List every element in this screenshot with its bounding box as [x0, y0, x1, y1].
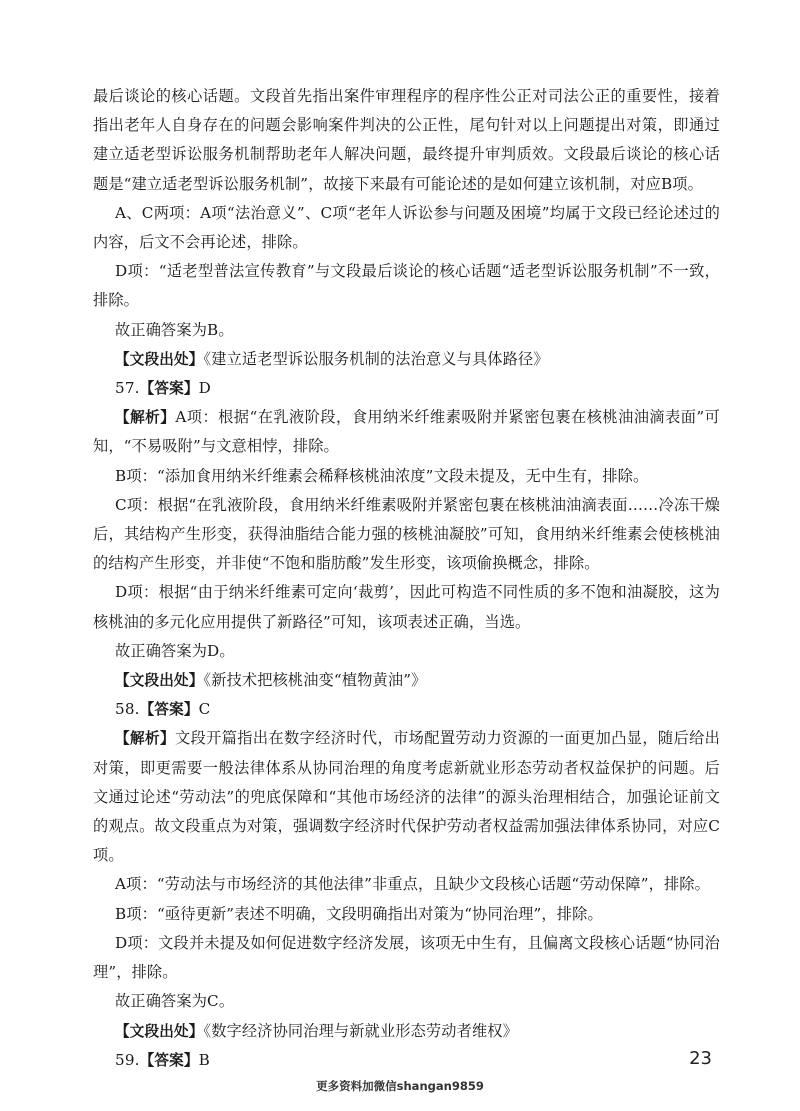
question-number: 57.	[115, 379, 140, 398]
paragraph: A、C两项：A项“法治意义”、C项“老年人诉讼参与问题及困境”均属于文段已经论述过的内容，后文不会再论述，排除。	[93, 203, 720, 252]
paragraph: C项：根据“在乳液阶段，食用纳米纤维素吸附并紧密包裹在核桃油油滴表面……冷冻干燥后，其结构产生形变，获得油脂结合能力强的核桃油凝胶”可知，食用纳米纤维素会使核桃油的结构产生形变，并非使“不饱和脂肪酸”发生形变，该项偷换概念，排除。	[93, 495, 720, 573]
question-number: 59.	[115, 1050, 140, 1069]
source-label: 【文段出处】	[115, 1022, 204, 1040]
source-label: 【文段出处】	[115, 350, 204, 368]
analysis-label: 【解析】	[115, 730, 175, 748]
paragraph: A项：“劳动法与市场经济的其他法律”非重点，且缺少文段核心话题“劳动保障”，排除。	[115, 875, 710, 894]
footer-watermark: 更多资料加微信shangan9859	[316, 1079, 484, 1093]
paragraph: 故正确答案为C。	[115, 992, 235, 1011]
answer-label: 【答案】	[139, 701, 199, 719]
analysis-paragraph: 【解析】文段开篇指出在数字经济时代，市场配置劳动力资源的一面更加凸显，随后给出对策，即更需要一般法律体系从协同治理的角度考虑新就业形态劳动者权益保护的问题。后文通过论述“劳动法”的兜底保障和“其他市场经济的法律”的源头治理相结合，加强论证前文的观点。故文段重点为对策，强调数字经济时代保护劳动者权益需加强法律体系协同，对应C项。	[93, 729, 721, 865]
analysis-paragraph: 【解析】A项：根据“在乳液阶段，食用纳米纤维素吸附并紧密包裹在核桃油油滴表面”可知，“不易吸附”与文意相悖，排除。	[93, 408, 720, 456]
paragraph: B项：“亟待更新”表述不明确，文段明确指出对策为“协同治理”，排除。	[115, 904, 603, 923]
source-title: 《建立适老型诉讼服务机制的法治意义与具体路径》	[203, 349, 549, 368]
analysis-label: 【解析】	[115, 409, 176, 427]
answer-line	[93, 695, 720, 724]
source-line	[93, 345, 720, 374]
answer-explanation-text	[93, 82, 720, 1075]
question-number: 58.	[115, 700, 140, 719]
source-line	[93, 666, 720, 695]
source-line	[93, 1017, 720, 1046]
paragraph: D项：根据“由于纳米纤维素可定向‘裁剪’，因此可构造不同性质的多不饱和油凝胶，这为核桃油的多元化应用提供了新路径”可知，该项表述正确，当选。	[93, 583, 720, 631]
paragraph: D项：“适老型普法宣传教育”与文段最后谈论的核心话题“适老型诉讼服务机制”不一致，排除。	[93, 262, 720, 310]
answer-line	[93, 374, 720, 403]
source-label: 【文段出处】	[115, 672, 204, 690]
answer-value: B	[198, 1050, 210, 1069]
paragraph: D项：文段并未提及如何促进数字经济发展，该项无中生有，且偏离文段核心话题“协同治理”，排除。	[93, 933, 720, 982]
answer-value: D	[198, 379, 211, 398]
paragraph: B项：“添加食用纳米纤维素会稀释核桃油浓度”文段未提及，无中生有，排除。	[115, 466, 649, 485]
page-number: 23	[689, 1048, 712, 1069]
answer-line	[93, 1046, 720, 1075]
paragraph: 最后谈论的核心话题。文段首先指出案件审理程序的程序性公正对司法公正的重要性，接着指出老年人自身存在的问题会影响案件判决的公正性，尾句针对以上问题提出对策，即通过建立适老型诉讼服务机制帮助老年人解决问题，最终提升审判质效。文段最后谈论的核心话题是“建立适老型诉讼服务机制”，故接下来最有可能论述的是如何建立该机制，对应B项。	[93, 87, 720, 193]
answer-label: 【答案】	[139, 380, 199, 398]
paragraph: 故正确答案为D。	[115, 641, 235, 660]
source-title: 《数字经济协同治理与新就业形态劳动者维权》	[203, 1021, 518, 1040]
paragraph: 故正确答案为B。	[115, 320, 234, 339]
answer-label: 【答案】	[139, 1051, 199, 1069]
answer-value: C	[198, 700, 211, 719]
source-title: 《新技术把核桃油变“植物黄油”》	[203, 671, 427, 690]
